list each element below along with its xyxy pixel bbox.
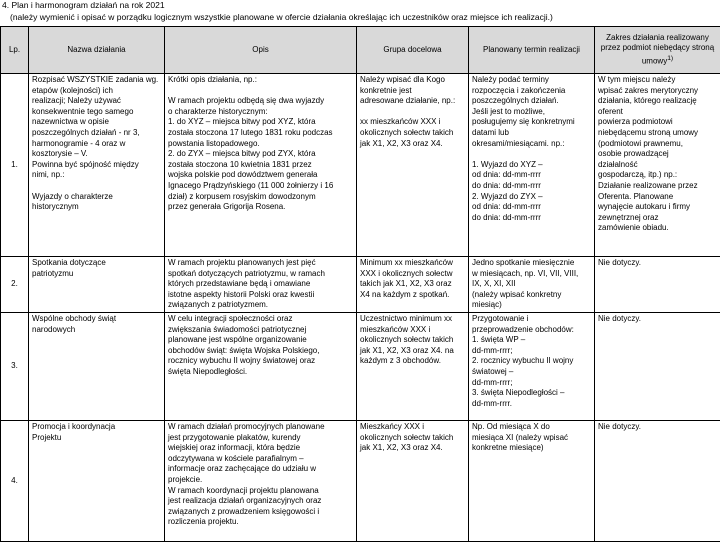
cell-text-line: realizacji; Należy używać xyxy=(32,96,161,107)
cell-text-line: nazewnictwa w opisie xyxy=(32,117,161,128)
cell-text-line: W ramach projektu odbędą się dwa wyjazdy xyxy=(168,96,353,107)
table-header-row xyxy=(1,27,720,74)
cell-text-line: każdym z 3 obchodów. xyxy=(360,356,465,367)
cell-nazwa xyxy=(29,312,165,420)
cell-text-line: wpisać zakres merytoryczny xyxy=(598,86,717,97)
cell-text-line: 3. święta Niepodległości – xyxy=(472,388,591,399)
cell-lp: 4. xyxy=(1,420,29,541)
cell-text-line: 1. Wyjazd do XYZ – xyxy=(472,160,591,171)
cell-text-line: konkretne miesiące) xyxy=(472,443,591,454)
cell-text-line: X4 na każdym z spotkań. xyxy=(360,290,465,301)
cell-text-line: dd-mm-rrrr. xyxy=(472,399,591,410)
cell-text-line: Ignacego Prądzyńskiego (11 000 żołnierzy i 16 xyxy=(168,181,353,192)
cell-text-line: miesiąca XI (należy wpisać xyxy=(472,433,591,444)
cell-grupa xyxy=(357,312,469,420)
cell-text-line: konkretnie jest xyxy=(360,86,465,97)
cell-text-line: Promocja i koordynacja xyxy=(32,422,161,433)
cell-termin xyxy=(469,257,595,313)
cell-text-line: została stoczona 17 lutego 1831 roku podczas xyxy=(168,128,353,139)
cell-lp: 1. xyxy=(1,74,29,257)
cell-text-line: Należy podać terminy xyxy=(472,75,591,86)
cell-text-line: związanych z prowadzeniem księgowości i xyxy=(168,507,353,518)
cell-text-line: gospodarczą, itp.) np.: xyxy=(598,170,717,181)
cell-text-line: 1. święta WP – xyxy=(472,335,591,346)
cell-zakres xyxy=(595,420,720,541)
cell-text-line: Oferenta. Planowane xyxy=(598,192,717,203)
cell-grupa xyxy=(357,74,469,257)
cell-text-line: wiejskiej oraz informacji, która będzie xyxy=(168,443,353,454)
header-termin: Planowany termin realizacji xyxy=(469,27,595,74)
cell-text-line: 2. rocznicy wybuchu II wojny xyxy=(472,356,591,367)
cell-text-line: poszczególnych działań - nr 3, xyxy=(32,128,161,139)
section-header xyxy=(0,0,720,26)
cell-lp: 2. xyxy=(1,257,29,313)
cell-text-line: Przygotowanie i xyxy=(472,314,591,325)
cell-text-line: działalność xyxy=(598,160,717,171)
cell-text-line: jest przygotowanie plakatów, kurendy xyxy=(168,433,353,444)
section-title: 4. Plan i harmonogram działań na rok 2021 xyxy=(2,0,165,10)
cell-opis xyxy=(165,257,357,313)
cell-text-line: patriotyzmu xyxy=(32,269,161,280)
cell-text-line: informacje oraz zachęcające do udziału w xyxy=(168,464,353,475)
cell-text-line: nimi, np.: xyxy=(32,170,161,181)
cell-text-line: związanych z patriotyzmem. xyxy=(168,300,353,311)
cell-text-line: Wspólne obchody świąt xyxy=(32,314,161,325)
cell-nazwa xyxy=(29,257,165,313)
cell-text-line: istotne aspekty historii Polski oraz kwestii xyxy=(168,290,353,301)
cell-text-line: w miesiącach, np. VI, VII, VIII, xyxy=(472,269,591,280)
cell-text-line: kosztorysie – V. xyxy=(32,149,161,160)
table-row xyxy=(1,312,720,420)
table-row xyxy=(1,257,720,313)
cell-text-line: Nie dotyczy. xyxy=(598,422,717,433)
cell-text-line: święta Niepodległości. xyxy=(168,367,353,378)
header-zakres xyxy=(595,27,720,74)
cell-text-line: światowej – xyxy=(472,367,591,378)
cell-text-line: 1. do XYZ – miejsca bitwy pod XYZ, która xyxy=(168,117,353,128)
cell-text-line: W ramach projektu planowanych jest pięć xyxy=(168,258,353,269)
cell-text-line: okolicznych sołectw takich xyxy=(360,335,465,346)
cell-text-line: W tym miejscu należy xyxy=(598,75,717,86)
table-row xyxy=(1,420,720,541)
cell-termin xyxy=(469,74,595,257)
cell-text-line: spotkań dotyczących patriotyzmu, w ramach xyxy=(168,269,353,280)
cell-text-line: Mieszkańcy XXX i xyxy=(360,422,465,433)
cell-text-line: dział) z korpusem rosyjskim dowodzonym xyxy=(168,192,353,203)
cell-text-line: jak X1, X2, X3 oraz X4. na xyxy=(360,346,465,357)
cell-text-line: Projektu xyxy=(32,433,161,444)
cell-text-line: miesiąc) xyxy=(472,300,591,311)
cell-text-line: historycznym xyxy=(32,202,161,213)
cell-text-line: posługujemy się konkretnymi xyxy=(472,117,591,128)
cell-opis xyxy=(165,74,357,257)
cell-zakres xyxy=(595,74,720,257)
cell-text-line: zewnętrznej oraz xyxy=(598,213,717,224)
cell-text-line: okolicznych sołectw takich xyxy=(360,128,465,139)
cell-nazwa xyxy=(29,74,165,257)
cell-text-line: planowane jest wspólne organizowanie xyxy=(168,335,353,346)
cell-text-line: jest realizacja działań organizacyjnych oraz xyxy=(168,496,353,507)
cell-text-line: okolicznych sołectw takich xyxy=(360,433,465,444)
cell-text-line: działania, którego realizację xyxy=(598,96,717,107)
cell-text-line: do dnia: dd-mm-rrrr xyxy=(472,181,591,192)
cell-text-line: okresami/miesiącami. np.: xyxy=(472,139,591,150)
table-row xyxy=(1,74,720,257)
cell-text-line: została stoczona 10 kwietnia 1831 przez xyxy=(168,160,353,171)
cell-text-line: adresowane działanie, np.: xyxy=(360,96,465,107)
cell-text-line: XXX i okolicznych sołectw xyxy=(360,269,465,280)
cell-text-line: powstania listopadowego. xyxy=(168,139,353,150)
header-opis: Opis xyxy=(165,27,357,74)
cell-text-line: przez generała Grigorija Rosena. xyxy=(168,202,353,213)
cell-text-line: dd-mm-rrrr; xyxy=(472,378,591,389)
cell-text-line: Spotkania dotyczące xyxy=(32,258,161,269)
cell-text-line: W celu integracji społeczności oraz xyxy=(168,314,353,325)
cell-termin xyxy=(469,312,595,420)
cell-text-line: do dnia: dd-mm-rrrr xyxy=(472,213,591,224)
cell-text-line: datami lub xyxy=(472,128,591,139)
cell-text-line: przeprowadzenie obchodów: xyxy=(472,325,591,336)
cell-text-line: konsekwentnie tego samego xyxy=(32,107,161,118)
cell-text-line xyxy=(168,86,353,97)
cell-opis xyxy=(165,420,357,541)
cell-opis xyxy=(165,312,357,420)
cell-text-line: xx mieszkańców XXX i xyxy=(360,117,465,128)
cell-text-line: mieszkańców XXX i xyxy=(360,325,465,336)
cell-text-line: Wyjazdy o charakterze xyxy=(32,192,161,203)
section-instruction: (należy wymienić i opisać w porządku logicznym wszystkie planowane w ofercie działania określając ich uczestników oraz miejsce ich realizacji.) xyxy=(10,12,553,22)
cell-text-line: narodowych xyxy=(32,325,161,336)
cell-text-line: etapów (kolejności) ich xyxy=(32,86,161,97)
cell-text-line: poszczególnych działań. xyxy=(472,96,591,107)
cell-text-line: odczytywana w kościele parafialnym – xyxy=(168,454,353,465)
cell-text-line: Krótki opis działania, np.: xyxy=(168,75,353,86)
cell-nazwa xyxy=(29,420,165,541)
cell-text-line: IX, X, XI, XII xyxy=(472,279,591,290)
cell-text-line: takich jak X1, X2, X3 oraz xyxy=(360,279,465,290)
cell-text-line: Np. Od miesiąca X do xyxy=(472,422,591,433)
cell-text-line: jak X1, X2, X3 oraz X4. xyxy=(360,443,465,454)
cell-text-line: Nie dotyczy. xyxy=(598,314,717,325)
cell-text-line: zamówienie obiadu. xyxy=(598,223,717,234)
cell-text-line: Jeśli jest to możliwe, xyxy=(472,107,591,118)
header-zakres-label: Zakres działania realizowany przez podmiot niebędący stroną umowy xyxy=(601,33,714,66)
cell-text-line: Minimum xx mieszkańców xyxy=(360,258,465,269)
cell-zakres xyxy=(595,257,720,313)
cell-text-line: Powinna być spójność między xyxy=(32,160,161,171)
cell-lp: 3. xyxy=(1,312,29,420)
cell-text-line: Należy wpisać dla Kogo xyxy=(360,75,465,86)
cell-text-line: Nie dotyczy. xyxy=(598,258,717,269)
cell-text-line xyxy=(472,149,591,160)
cell-text-line: obchodów świąt: święta Wojska Polskiego, xyxy=(168,346,353,357)
cell-text-line: niebędącemu stroną umowy xyxy=(598,128,717,139)
cell-text-line: o charakterze historycznym: xyxy=(168,107,353,118)
cell-termin xyxy=(469,420,595,541)
cell-text-line: rocznicy wybuchu II wojny światowej oraz xyxy=(168,356,353,367)
cell-text-line: wynajęcie autokaru i firmy xyxy=(598,202,717,213)
cell-text-line: W ramach koordynacji projektu planowana xyxy=(168,486,353,497)
cell-text-line: W ramach działań promocyjnych planowane xyxy=(168,422,353,433)
cell-text-line: jak X1, X2, X3 oraz X4. xyxy=(360,139,465,150)
cell-text-line xyxy=(32,181,161,192)
cell-text-line: dd-mm-rrrr; xyxy=(472,346,591,357)
cell-text-line: 2. Wyjazd do ZYX – xyxy=(472,192,591,203)
cell-text-line: powierza podmiotowi xyxy=(598,117,717,128)
header-lp: Lp. xyxy=(1,27,29,74)
cell-text-line: zwiększania świadomości patriotycznej xyxy=(168,325,353,336)
cell-text-line: (podmiotowi prawnemu, xyxy=(598,139,717,150)
cell-text-line: oferent xyxy=(598,107,717,118)
cell-text-line: Uczestnictwo minimum xx xyxy=(360,314,465,325)
cell-zakres xyxy=(595,312,720,420)
cell-text-line: których przedstawiane będą i omawiane xyxy=(168,279,353,290)
cell-grupa xyxy=(357,257,469,313)
footnote-marker: 1) xyxy=(667,55,673,62)
cell-text-line: Rozpisać WSZYSTKIE zadania wg. xyxy=(32,75,161,86)
cell-text-line: projekcie. xyxy=(168,475,353,486)
header-grupa: Grupa docelowa xyxy=(357,27,469,74)
cell-text-line: Działanie realizowane przez xyxy=(598,181,717,192)
cell-text-line: Jedno spotkanie miesięcznie xyxy=(472,258,591,269)
cell-text-line xyxy=(360,107,465,118)
cell-text-line: 2. do ZYX – miejsca bitwy pod ZYX, która xyxy=(168,149,353,160)
cell-grupa xyxy=(357,420,469,541)
cell-text-line: (należy wpisać konkretny xyxy=(472,290,591,301)
cell-text-line: od dnia: dd-mm-rrrr xyxy=(472,170,591,181)
header-nazwa: Nazwa działania xyxy=(29,27,165,74)
cell-text-line: harmonogramie - 4 oraz w xyxy=(32,139,161,150)
cell-text-line: osobie prowadzącej xyxy=(598,149,717,160)
cell-text-line: rozliczenia projektu. xyxy=(168,517,353,528)
cell-text-line: od dnia: dd-mm-rrrr xyxy=(472,202,591,213)
cell-text-line: wojska polskie pod dowództwem generała xyxy=(168,170,353,181)
schedule-table xyxy=(0,26,720,542)
cell-text-line: rozpoczęcia i zakończenia xyxy=(472,86,591,97)
